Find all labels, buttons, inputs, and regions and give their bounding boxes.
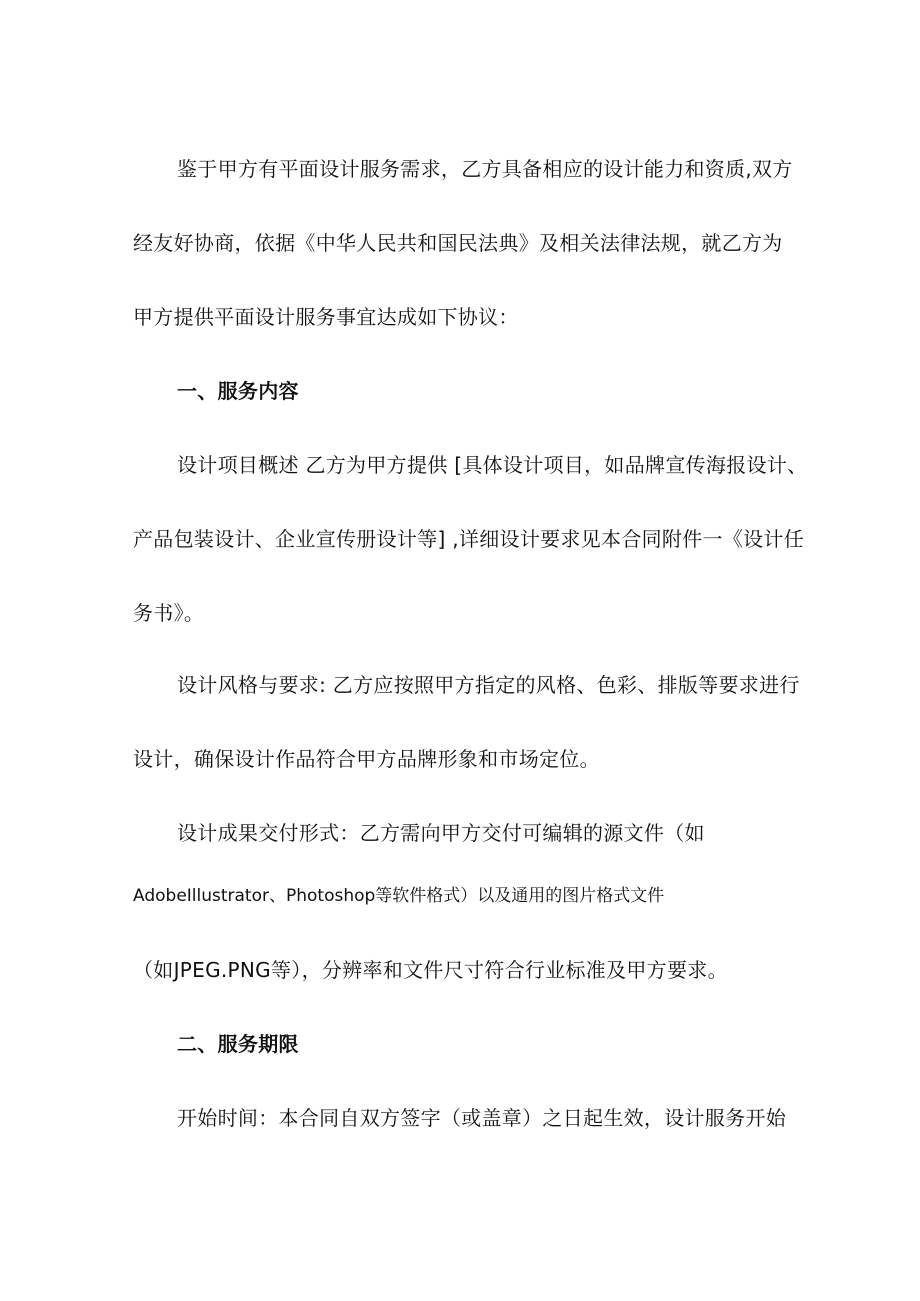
overview-line-1: 设计项目概述 乙方为甲方提供 [具体设计项目，如品牌宣传海报设计、 xyxy=(177,453,808,477)
preamble-line-1: 鉴于甲方有平面设计服务需求，乙方具备相应的设计能力和资质,双方 xyxy=(177,157,793,181)
section-2-heading: 二、服务期限 xyxy=(177,1032,299,1056)
delivery-line-2: AdobeIllustrator、Photoshop等软件格式）以及通用的图片格式文件 xyxy=(133,886,665,906)
overview-line-2: 产品包装设计、企业宣传册设计等] ,详细设计要求见本合同附件一《设计任 xyxy=(133,527,805,551)
start-time-line-1: 开始时间：本合同自双方签字（或盖章）之日起生效，设计服务开始 xyxy=(177,1106,786,1130)
delivery-line-3: （如JPEG.PNG等），分辨率和文件尺寸符合行业标准及甲方要求。 xyxy=(133,958,728,982)
style-line-1: 设计风格与要求: 乙方应按照甲方指定的风格、色彩、排版等要求进行 xyxy=(177,673,800,697)
overview-line-3: 务书》。 xyxy=(133,601,205,625)
preamble-line-2: 经友好协商，依据《中华人民共和国民法典》及相关法律法规，就乙方为 xyxy=(133,231,783,255)
delivery-line-1: 设计成果交付形式：乙方需向甲方交付可编辑的源文件（如 xyxy=(177,821,705,845)
style-line-2: 设计，确保设计作品符合甲方品牌形象和市场定位。 xyxy=(133,747,600,771)
preamble-line-3: 甲方提供平面设计服务事宜达成如下协议： xyxy=(133,305,519,329)
section-1-heading: 一、服务内容 xyxy=(177,379,299,403)
